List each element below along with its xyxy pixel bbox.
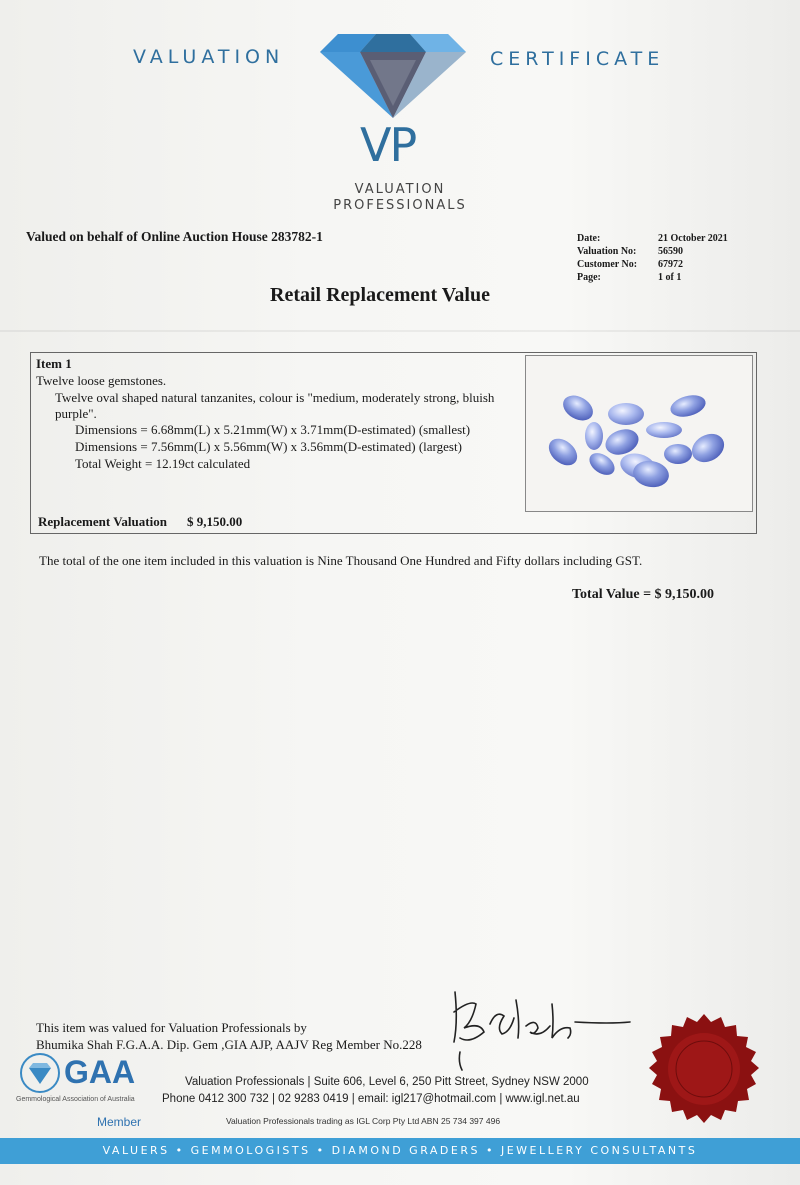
meta-value-customer-no: 67972 [658,259,683,270]
item-line2b: purple". [55,406,97,421]
item-dimensions-smallest: Dimensions = 6.68mm(L) x 5.21mm(W) x 3.71mm(D-estimated) (smallest) [75,422,471,437]
footer-band: VALUERS • GEMMOLOGISTS • DIAMOND GRADERS • JEWELLERY CONSULTANTS [0,1138,800,1164]
replacement-valuation-label: Replacement Valuation [38,514,167,529]
replacement-valuation-value: $ 9,150.00 [187,514,243,529]
gaa-member: Member [97,1115,142,1129]
meta-label-valuation-no: Valuation No: [577,246,637,257]
valued-on-behalf: Valued on behalf of Online Auction House 283782-1 [26,229,323,244]
tanzanite-gems-icon [526,356,752,511]
total-value: Total Value = $ 9,150.00 [572,587,715,602]
header-certificate-word: CERTIFICATE [490,48,665,70]
document-title: Retail Replacement Value [270,284,490,306]
red-seal-icon [645,1012,763,1130]
item-total-weight: Total Weight = 12.19ct calculated [75,456,251,471]
company-line3: Valuation Professionals trading as IGL Corp Pty Ltd ABN 25 734 397 496 [226,1116,501,1126]
valuer-line1: This item was valued for Valuation Professionals by [36,1020,307,1035]
item-heading: Item 1 [36,356,72,371]
brand-line-professionals: PROFESSIONALS [333,198,467,213]
paper-fold [0,330,800,332]
item-dimensions-largest: Dimensions = 7.56mm(L) x 5.56mm(W) x 3.56mm(D-estimated) (largest) [75,439,462,454]
diamond-logo-icon [318,26,468,121]
gaa-name: GAA [64,1054,136,1090]
signature-icon [440,982,640,1072]
header-valuation-word: VALUATION [133,46,285,68]
gaa-diamond-icon [19,1052,61,1094]
gaa-subtitle: Gemmological Association of Australia [16,1096,135,1103]
meta-value-date: 21 October 2021 [658,233,728,244]
meta-value-valuation-no: 56590 [658,246,683,257]
company-line1: Valuation Professionals | Suite 606, Level 6, 250 Pitt Street, Sydney NSW 2000 [185,1076,589,1088]
valuer-line2: Bhumika Shah F.G.A.A. Dip. Gem ,GIA AJP, AAJV Reg Member No.228 [36,1037,422,1052]
meta-label-customer-no: Customer No: [577,259,638,270]
gemstones-photo [525,355,753,512]
meta-label-page: Page: [577,272,601,283]
total-sentence: The total of the one item included in this valuation is Nine Thousand One Hundred and Fifty dollars including GST. [39,553,643,568]
meta-value-page: 1 of 1 [658,272,682,283]
item-line2a: Twelve oval shaped natural tanzanites, colour is "medium, moderately strong, bluish [55,390,495,405]
brand-line-valuation: VALUATION [354,182,446,197]
company-line2: Phone 0412 300 732 | 02 9283 0419 | email: igl217@hotmail.com | www.igl.net.au [162,1093,580,1105]
meta-label-date: Date: [577,233,601,244]
vp-initials: VP [360,118,416,172]
item-line1: Twelve loose gemstones. [36,373,167,388]
